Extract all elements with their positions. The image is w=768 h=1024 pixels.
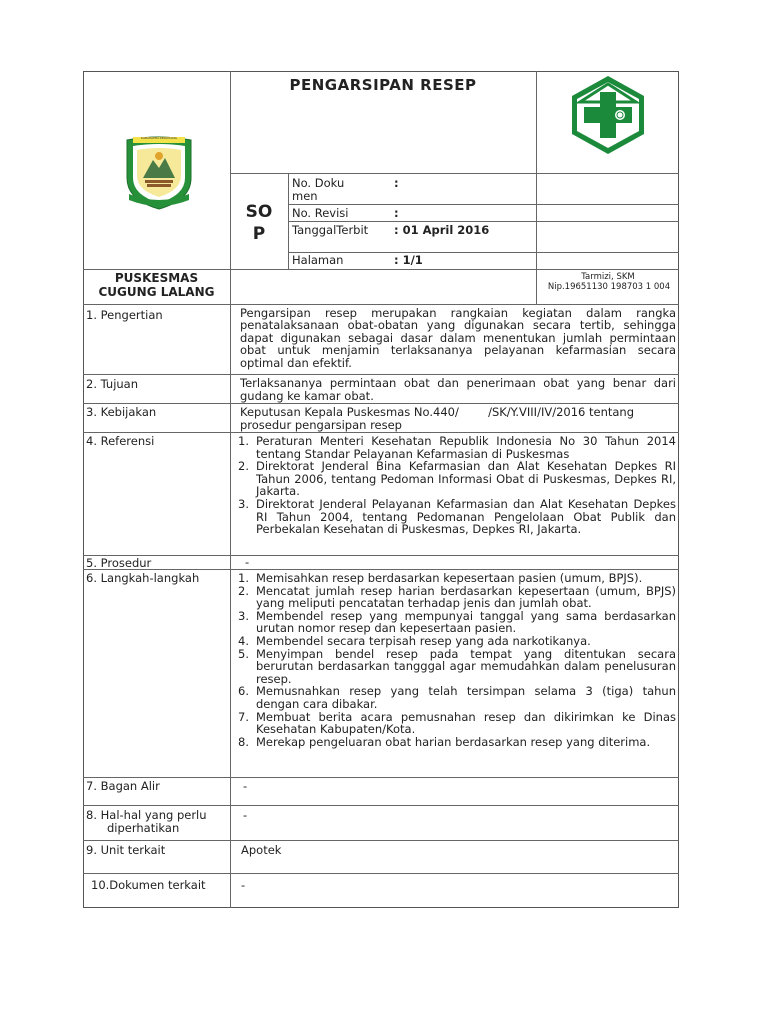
list-item: Membendel resep yang mempunyai tanggal yang sama berdasarkan urutan nomor resep dan kepesertaan pasien. xyxy=(256,608,676,636)
section-label-tujuan: 2. Tujuan xyxy=(86,377,139,391)
section-text-prosedur: - xyxy=(245,555,250,569)
divider xyxy=(288,221,679,222)
divider xyxy=(83,569,679,570)
field-label-page: Halaman xyxy=(292,253,344,267)
list-item: Direktorat Jenderal Pelayanan Kefarmasian dan Alat Kesehatan Depkes RI Tahun 2004, tentang Pedomanan Pengelolaan Obat Publik dan Perbekalan Kesehatan di Puskesmas, Depkes RI, Jakarta. xyxy=(256,496,676,537)
divider xyxy=(536,71,537,269)
divider xyxy=(83,555,679,556)
divider xyxy=(83,432,679,433)
section-label-prosedur: 5. Prosedur xyxy=(86,556,152,570)
list-item: Memisahkan resep berdasarkan kepesertaan pasien (umum, BPJS). xyxy=(256,571,643,585)
section-text-dokumen: - xyxy=(241,878,246,892)
divider xyxy=(83,269,679,270)
section-text-tujuan: Terlaksananya permintaan obat dan penerimaan obat yang benar dari gudang ke kamar obat. xyxy=(240,376,676,403)
signatory-name: Tarmizi, SKM xyxy=(581,272,635,282)
signatory-nip: Nip.19651130 198703 1 004 xyxy=(547,282,671,292)
section-text-bagan: - xyxy=(243,779,248,793)
list-item: Peraturan Menteri Kesehatan Republik Indonesia No 30 Tahun 2014 tentang Standar Pelayanan Kefarmasian di Puskesmas xyxy=(256,434,676,461)
referensi-list xyxy=(240,435,676,536)
divider xyxy=(288,173,289,269)
divider xyxy=(288,252,679,253)
field-label-revision: No. Revisi xyxy=(292,206,349,220)
section-label-pengertian: 1. Pengertian xyxy=(86,308,163,322)
puskesmas-logo xyxy=(568,74,648,156)
sop-label: P xyxy=(252,224,266,244)
list-item: Menyimpan bendel resep pada tempat yang ditentukan secara berurutan berdasarkan tangggal agar memudahkan dalam penelusuran resep. xyxy=(256,646,676,686)
divider xyxy=(83,304,679,305)
divider xyxy=(83,873,679,874)
field-value-revision: : xyxy=(394,206,399,220)
document-title: PENGARSIPAN RESEP xyxy=(289,76,477,94)
field-value-page: : 1/1 xyxy=(394,253,423,267)
divider xyxy=(536,269,537,304)
field-value-document-number: : xyxy=(394,176,399,190)
section-text-unit: Apotek xyxy=(241,843,282,857)
field-label-issue-date: TanggalTerbit xyxy=(292,223,369,237)
section-label-langkah: 6. Langkah-langkah xyxy=(86,571,200,585)
divider xyxy=(83,777,679,778)
section-label-hal: diperhatikan xyxy=(107,821,180,835)
divider xyxy=(83,840,679,841)
regency-logo: KABUPATEN KEPAHIANG xyxy=(123,134,195,210)
section-label-bagan: 7. Bagan Alir xyxy=(86,779,160,793)
organization-name: CUGUNG LALANG xyxy=(98,285,215,299)
list-item: Membuat berita acara pemusnahan resep dan dikirimkan ke Dinas Kesehatan Kabupaten/Kota. xyxy=(256,709,676,737)
section-label-referensi: 4. Referensi xyxy=(86,434,155,448)
section-text-kebijakan: Keputusan Kepala Puskesmas No.440/ /SK/Y.VIII/IV/2016 tentang prosedur pengarsipan resep xyxy=(240,405,638,432)
divider xyxy=(83,403,679,404)
divider xyxy=(288,204,679,205)
list-item: Merekap pengeluaran obat harian berdasarkan resep yang diterima. xyxy=(256,734,651,749)
langkah-list xyxy=(240,572,676,748)
section-label-unit: 9. Unit terkait xyxy=(86,843,166,857)
section-label-kebijakan: 3. Kebijakan xyxy=(86,405,157,419)
section-label-dokumen: 10.Dokumen terkait xyxy=(91,878,206,892)
field-label-document-number: No. Dokumen xyxy=(292,176,345,204)
section-text-pengertian: Pengarsipan resep merupakan rangkaian kegiatan dalam rangka penatalaksanaan obat-obatan yang digunakan secara tertib, sehingga dapat digunakan sebagai dasar dalam menentukan jumlah permintaan obat untuk menjamin terlaksananya pelayanan kefarmasian secara optimal dan efektif. xyxy=(240,306,676,370)
sop-label: SO xyxy=(245,202,273,222)
list-item: Direktorat Jenderal Bina Kefarmasian dan Alat Kesehatan Depkes RI Tahun 2006, tentang Pedoman Informasi Obat di Puskesmas, Depkes RI, Jakarta. xyxy=(256,459,676,499)
divider xyxy=(230,173,679,174)
list-item: Mencatat jumlah resep harian berdasarkan kepesertaan (umum, BPJS) yang meliputi pencatatan terhadap jenis dan jumlah obat. xyxy=(256,583,676,611)
field-value-issue-date: : 01 April 2016 xyxy=(394,223,490,237)
divider xyxy=(83,805,679,806)
organization-name: PUSKESMAS xyxy=(114,271,199,285)
divider xyxy=(230,71,231,908)
section-label-hal: 8. Hal-hal yang perlu xyxy=(86,808,207,822)
list-item: Membendel secara terpisah resep yang ada narkotikanya. xyxy=(256,633,591,648)
divider xyxy=(83,374,679,375)
section-text-hal: - xyxy=(243,808,248,822)
list-item: Memusnahkan resep yang telah tersimpan selama 3 (tiga) tahun dengan cara dibakar. xyxy=(256,684,676,711)
